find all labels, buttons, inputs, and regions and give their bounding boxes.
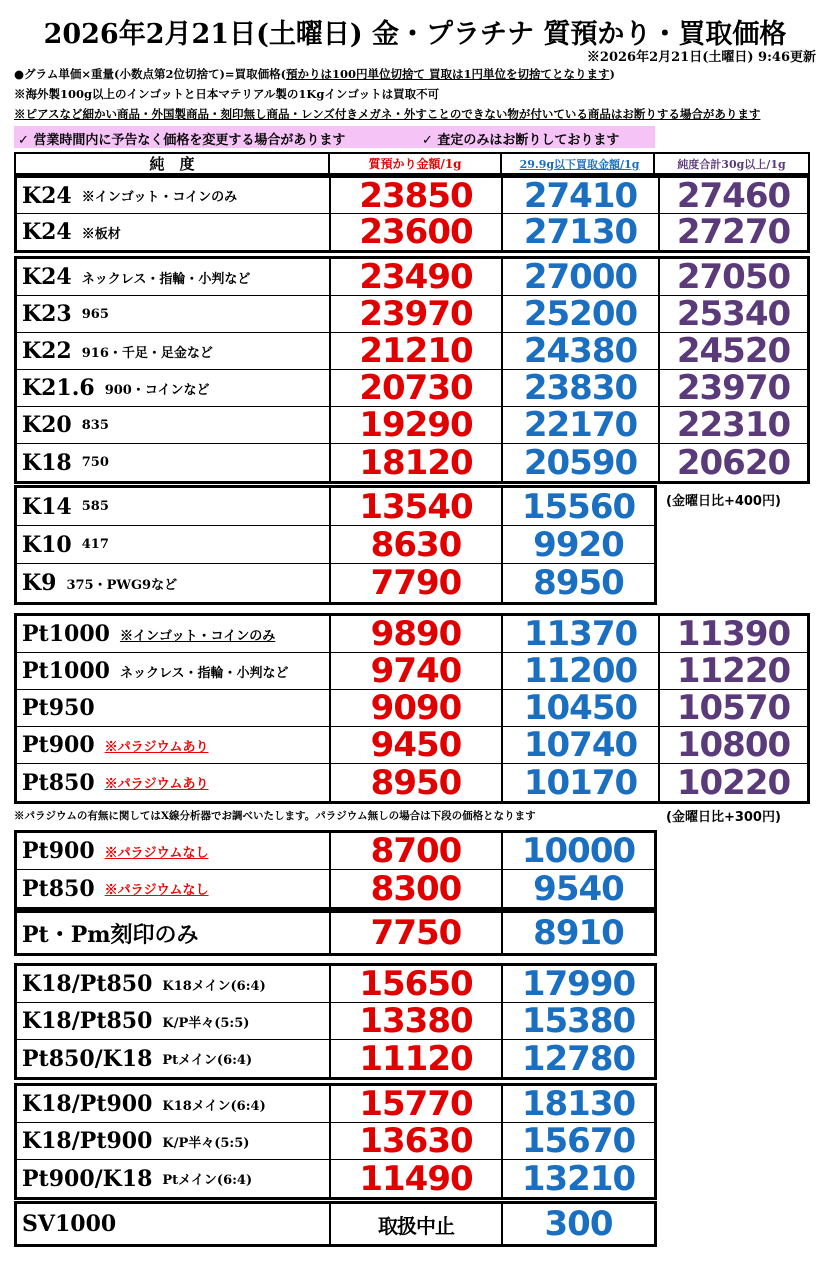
purity-main: K18/Pt900 (22, 1091, 153, 1117)
purity-main: Pt1000 (22, 658, 110, 684)
pawn-price: 取扱中止 (378, 1213, 454, 1238)
buy30-price: 27270 (676, 212, 791, 252)
pawn-price-cell (329, 296, 501, 332)
buy30-price: 27050 (676, 257, 791, 297)
purity-label (22, 444, 109, 481)
purity-sub: ※パラジウムなし (104, 845, 209, 861)
pawn-price: 15650 (359, 964, 473, 1004)
purity-main: K24 (22, 182, 72, 209)
buy-price-cell (501, 526, 654, 563)
table-row (17, 259, 807, 296)
pawn-price: 23490 (359, 257, 473, 297)
buy-price: 27000 (523, 257, 638, 297)
buy-price-cell (501, 259, 658, 295)
purity-label (22, 1086, 266, 1122)
purity-main: K14 (22, 493, 72, 520)
pawn-price-cell (329, 370, 501, 406)
buy-price: 18130 (521, 1084, 636, 1124)
table-row (17, 564, 654, 602)
pawn-price-cell (329, 333, 501, 369)
table-row (17, 333, 807, 370)
purity-label (22, 833, 209, 869)
pawn-price: 20730 (359, 368, 473, 408)
table-row (17, 1160, 654, 1197)
purity-sub: 375・PWG9など (66, 577, 178, 593)
purity-main: Pt850/K18 (22, 1045, 153, 1072)
pawn-price: 7750 (370, 913, 462, 953)
pawn-price-cell (329, 764, 501, 801)
updated-timestamp: ※2026年2月21日(土曜日) 9:46更新 (586, 50, 816, 65)
purity-label (22, 214, 121, 250)
buy-price: 10450 (523, 688, 638, 728)
price-group (14, 830, 657, 910)
buy-price: 15670 (521, 1121, 636, 1161)
buy-price: 9920 (533, 524, 624, 565)
pawn-price: 21210 (359, 331, 473, 371)
buy-price-cell (501, 488, 654, 525)
pawn-price-cell (329, 913, 501, 953)
pawn-price-cell (329, 564, 501, 602)
purity-sub: 900・コインなど (104, 382, 210, 398)
pawn-price: 8300 (370, 868, 462, 909)
buy-price-cell (501, 1003, 654, 1039)
buy30-price-cell (658, 259, 807, 295)
buy30-price-cell (658, 764, 807, 801)
table-row (17, 690, 807, 727)
pawn-price: 9090 (370, 688, 462, 728)
buy30-price-cell (658, 175, 807, 216)
purity-main: K18/Pt850 (22, 971, 153, 997)
buy-price-cell (501, 833, 654, 869)
buy-price: 9540 (533, 868, 624, 909)
purity-sub: ※パラジウムあり (104, 739, 209, 755)
pawn-price: 9450 (370, 725, 462, 765)
buy-price: 13210 (521, 1158, 636, 1199)
buy-price-cell (501, 1123, 654, 1159)
pawn-price: 11490 (359, 1158, 473, 1199)
purity-main: K24 (22, 264, 72, 290)
pawn-price: 11120 (359, 1038, 473, 1079)
purity-label (22, 913, 199, 953)
buy30-price: 20620 (676, 442, 791, 483)
buy-price: 15560 (521, 486, 636, 527)
pawn-price: 18120 (359, 442, 473, 483)
buy-price-cell (501, 653, 658, 689)
buy30-price-cell (658, 370, 807, 406)
pawn-price: 13630 (359, 1121, 473, 1161)
pawn-price-cell (329, 870, 501, 907)
price-group (14, 963, 657, 1080)
buy30-price: 11390 (676, 614, 791, 654)
purity-sub: ※インゴット・コインのみ (119, 628, 276, 644)
pawn-price-cell (329, 175, 501, 216)
buy-price-cell (501, 333, 658, 369)
buy30-price: 25340 (676, 294, 791, 334)
buy-price: 8910 (533, 913, 624, 953)
buy30-price-cell (658, 616, 807, 652)
table-row (17, 1003, 654, 1040)
table-row (17, 727, 807, 764)
table-row (17, 214, 807, 250)
buy-price: 12780 (521, 1038, 636, 1079)
table-row (17, 1040, 654, 1077)
buy-price: 23830 (523, 368, 638, 408)
pawn-price-cell (329, 444, 501, 481)
pawn-price-cell (329, 1204, 501, 1244)
pawn-price-cell (329, 1040, 501, 1077)
gold-diff: (金曜日比+400円) (666, 494, 781, 509)
buy-price-cell (501, 727, 658, 763)
purity-main: Pt・Pm刻印のみ (22, 921, 199, 948)
purity-label (22, 616, 275, 652)
purity-sub: 750 (81, 455, 109, 470)
header-buy30-cell (655, 152, 810, 175)
purity-label (22, 296, 109, 332)
purity-label (22, 653, 289, 689)
buy-price-cell (501, 407, 658, 443)
header-purity: 純 度 (149, 155, 195, 173)
purity-label (22, 1003, 249, 1039)
buy-price-cell (501, 296, 658, 332)
header-buy: 29.9g以下買取金額/1g (500, 154, 657, 173)
pawn-price: 15770 (359, 1084, 473, 1124)
palladium-note: ※パラジウムの有無に関してはX線分析器でお調べいたします。パラジウム無しの場合は下段の価格となります (14, 810, 536, 822)
buy-price: 10000 (521, 831, 636, 871)
pawn-price-cell (329, 966, 501, 1002)
buy-price-cell (501, 564, 654, 602)
price-group (14, 485, 657, 605)
purity-main: K20 (22, 412, 72, 438)
pawn-price: 8630 (370, 524, 462, 565)
pawn-price-cell (329, 526, 501, 563)
table-row (17, 1086, 654, 1123)
purity-sub: 965 (81, 306, 109, 322)
buy-price: 20590 (523, 442, 638, 483)
price-group (14, 1083, 657, 1200)
table-row (17, 370, 807, 407)
pawn-price: 23970 (359, 294, 473, 334)
pawn-price: 8950 (370, 762, 462, 803)
table-row (17, 1123, 654, 1160)
pt-diff: (金曜日比+300円) (666, 810, 781, 825)
buy-price: 27130 (523, 212, 638, 252)
purity-label (22, 1123, 249, 1159)
buy-price-cell (501, 1040, 654, 1077)
buy-price-cell (501, 913, 654, 953)
pawn-price-cell (329, 1003, 501, 1039)
buy30-price-cell (658, 727, 807, 763)
buy-price-cell (501, 690, 658, 726)
header-pawn: 質預かり金額/1g (328, 154, 500, 173)
buy-price: 8950 (533, 563, 624, 603)
table-row (17, 175, 807, 216)
buy-price-cell (501, 764, 658, 801)
purity-sub: K18メイン(6:4) (162, 978, 266, 994)
buy-price-cell (501, 966, 654, 1002)
buy30-price-cell (658, 407, 807, 443)
purity-main: K23 (22, 301, 72, 327)
buy30-price-cell (658, 444, 807, 481)
purity-main: K10 (22, 531, 72, 558)
price-group (14, 175, 810, 253)
pawn-price: 23600 (359, 212, 473, 252)
purity-label (22, 1160, 252, 1197)
purity-main: Pt1000 (22, 621, 110, 647)
purity-main: K9 (22, 570, 57, 596)
buy-price-cell (501, 370, 658, 406)
table-header (14, 152, 655, 175)
notice-price-change: ✓ 営業時間内に予告なく価格を変更する場合があります (18, 133, 346, 148)
purity-main: Pt900 (22, 732, 95, 758)
table-row (17, 444, 807, 481)
purity-label (22, 526, 109, 563)
price-group (14, 256, 810, 484)
purity-label (22, 727, 209, 763)
pawn-price: 13540 (359, 486, 473, 527)
purity-label (22, 1204, 116, 1244)
purity-sub: 585 (81, 499, 109, 514)
purity-main: K21.6 (22, 375, 95, 401)
buy-price: 27410 (523, 175, 638, 216)
buy30-price: 10220 (676, 762, 791, 803)
purity-label (22, 764, 209, 801)
purity-label (22, 488, 109, 525)
table-row (17, 913, 654, 953)
purity-sub: Ptメイン(6:4) (162, 1173, 253, 1188)
pawn-price: 9740 (370, 651, 462, 691)
buy-price-cell (501, 616, 658, 652)
purity-main: Pt900 (22, 838, 95, 864)
purity-label (22, 259, 250, 295)
purity-label (22, 178, 237, 213)
notice-banner (14, 126, 655, 148)
table-row (17, 407, 807, 444)
table-row (17, 488, 654, 526)
pawn-price: 13380 (359, 1001, 473, 1041)
page-title: 2026年2月21日(土曜日) 金・プラチナ 質預かり・買取価格 (43, 19, 787, 50)
pawn-price-cell (329, 1160, 501, 1197)
buy-price: 17990 (521, 964, 636, 1004)
buy30-price: 11220 (676, 651, 791, 691)
refusal-note: ※ピアスなど細かい商品・外国製商品・刻印無し商品・レンズ付きメガネ・外すことのできない物が付いている商品はお断りする場合があります (14, 107, 761, 121)
purity-label (22, 690, 95, 726)
buy30-price: 10800 (676, 725, 791, 765)
buy30-price: 22310 (676, 405, 791, 445)
buy-price-cell (501, 175, 658, 216)
pawn-price: 8700 (370, 831, 462, 871)
pawn-price-cell (329, 616, 501, 652)
pawn-price-cell (329, 690, 501, 726)
purity-sub: 916・千足・足金など (81, 345, 213, 361)
buy-price: 24380 (523, 331, 638, 371)
pawn-price-cell (329, 214, 501, 250)
buy30-price: 27460 (676, 175, 791, 216)
table-row (17, 764, 807, 801)
buy-price: 10170 (523, 762, 638, 803)
pawn-price: 23850 (359, 175, 473, 216)
purity-label (22, 333, 213, 369)
purity-label (22, 870, 209, 907)
table-row (17, 526, 654, 564)
purity-main: K24 (22, 219, 72, 245)
buy30-price: 10570 (676, 688, 791, 728)
table-row (17, 296, 807, 333)
purity-main: K18/Pt850 (22, 1008, 153, 1034)
notice-appraisal: ✓ 査定のみはお断りしております (422, 133, 620, 148)
header-buy30: 純度合計30g以上/1g (677, 157, 786, 171)
buy-price-cell (501, 1086, 654, 1122)
purity-label (22, 966, 266, 1002)
purity-main: Pt850 (22, 875, 95, 902)
pawn-price-cell (329, 1123, 501, 1159)
price-group (14, 1201, 657, 1247)
price-calc-note: ●グラム単価×重量(小数点第2位切捨て)=買取価格(預かりは100円単位切捨て 買取は1円単位を切捨てとなります) (14, 67, 615, 81)
pawn-price-cell (329, 1086, 501, 1122)
buy-price-cell (501, 444, 658, 481)
purity-sub: K/P半々(5:5) (162, 1135, 250, 1151)
purity-sub: K18メイン(6:4) (162, 1098, 266, 1114)
pawn-price-cell (329, 727, 501, 763)
pawn-price-cell (329, 488, 501, 525)
buy-price: 11370 (523, 614, 638, 654)
table-row (17, 833, 654, 870)
purity-sub: Ptメイン(6:4) (162, 1053, 253, 1068)
table-row (17, 966, 654, 1003)
purity-sub: ネックレス・指輪・小判など (81, 271, 251, 287)
price-group (14, 613, 810, 804)
purity-label (22, 407, 109, 443)
buy-price: 11200 (523, 651, 638, 691)
table-row (17, 870, 654, 907)
buy-price: 300 (544, 1204, 613, 1244)
purity-label (22, 1040, 252, 1077)
pawn-price-cell (329, 653, 501, 689)
purity-sub: K/P半々(5:5) (162, 1015, 250, 1031)
purity-sub: 835 (81, 417, 109, 433)
purity-sub: ※インゴット・コインのみ (81, 190, 238, 205)
pawn-price: 9890 (370, 614, 462, 654)
pawn-price: 7790 (370, 563, 462, 603)
table-row (17, 653, 807, 690)
purity-main: K18 (22, 449, 72, 476)
buy-price: 22170 (523, 405, 638, 445)
purity-main: Pt950 (22, 695, 95, 721)
purity-sub: 417 (81, 537, 109, 552)
purity-sub: ※パラジウムなし (104, 883, 209, 898)
buy-price-cell (501, 1160, 654, 1197)
purity-main: Pt900/K18 (22, 1165, 153, 1192)
buy-price: 15380 (521, 1001, 636, 1041)
buy-price-cell (501, 214, 658, 250)
purity-sub: ※板材 (81, 226, 121, 242)
buy30-price-cell (658, 333, 807, 369)
purity-label (22, 564, 177, 602)
pawn-price-cell (329, 259, 501, 295)
buy-price-cell (501, 870, 654, 907)
price-group (14, 910, 657, 956)
purity-main: K18/Pt900 (22, 1128, 153, 1154)
table-row (17, 1204, 654, 1244)
buy30-price-cell (658, 214, 807, 250)
ingot-note: ※海外製100g以上のインゴットと日本マテリアル製の1Kgインゴットは買取不可 (14, 87, 440, 101)
purity-main: K22 (22, 338, 72, 364)
buy30-price-cell (658, 690, 807, 726)
pawn-price: 19290 (359, 405, 473, 445)
buy30-price-cell (658, 296, 807, 332)
purity-sub: ※パラジウムあり (104, 777, 209, 792)
purity-sub: ネックレス・指輪・小判など (119, 665, 289, 681)
buy30-price: 23970 (676, 368, 791, 408)
purity-main: SV1000 (22, 1211, 117, 1237)
table-row (17, 616, 807, 653)
purity-label (22, 370, 209, 406)
pawn-price-cell (329, 833, 501, 869)
buy-price-cell (501, 1204, 654, 1244)
buy-price: 25200 (523, 294, 638, 334)
purity-main: Pt850 (22, 769, 95, 796)
buy30-price: 24520 (676, 331, 791, 371)
buy30-price-cell (658, 653, 807, 689)
pawn-price-cell (329, 407, 501, 443)
buy-price: 10740 (523, 725, 638, 765)
